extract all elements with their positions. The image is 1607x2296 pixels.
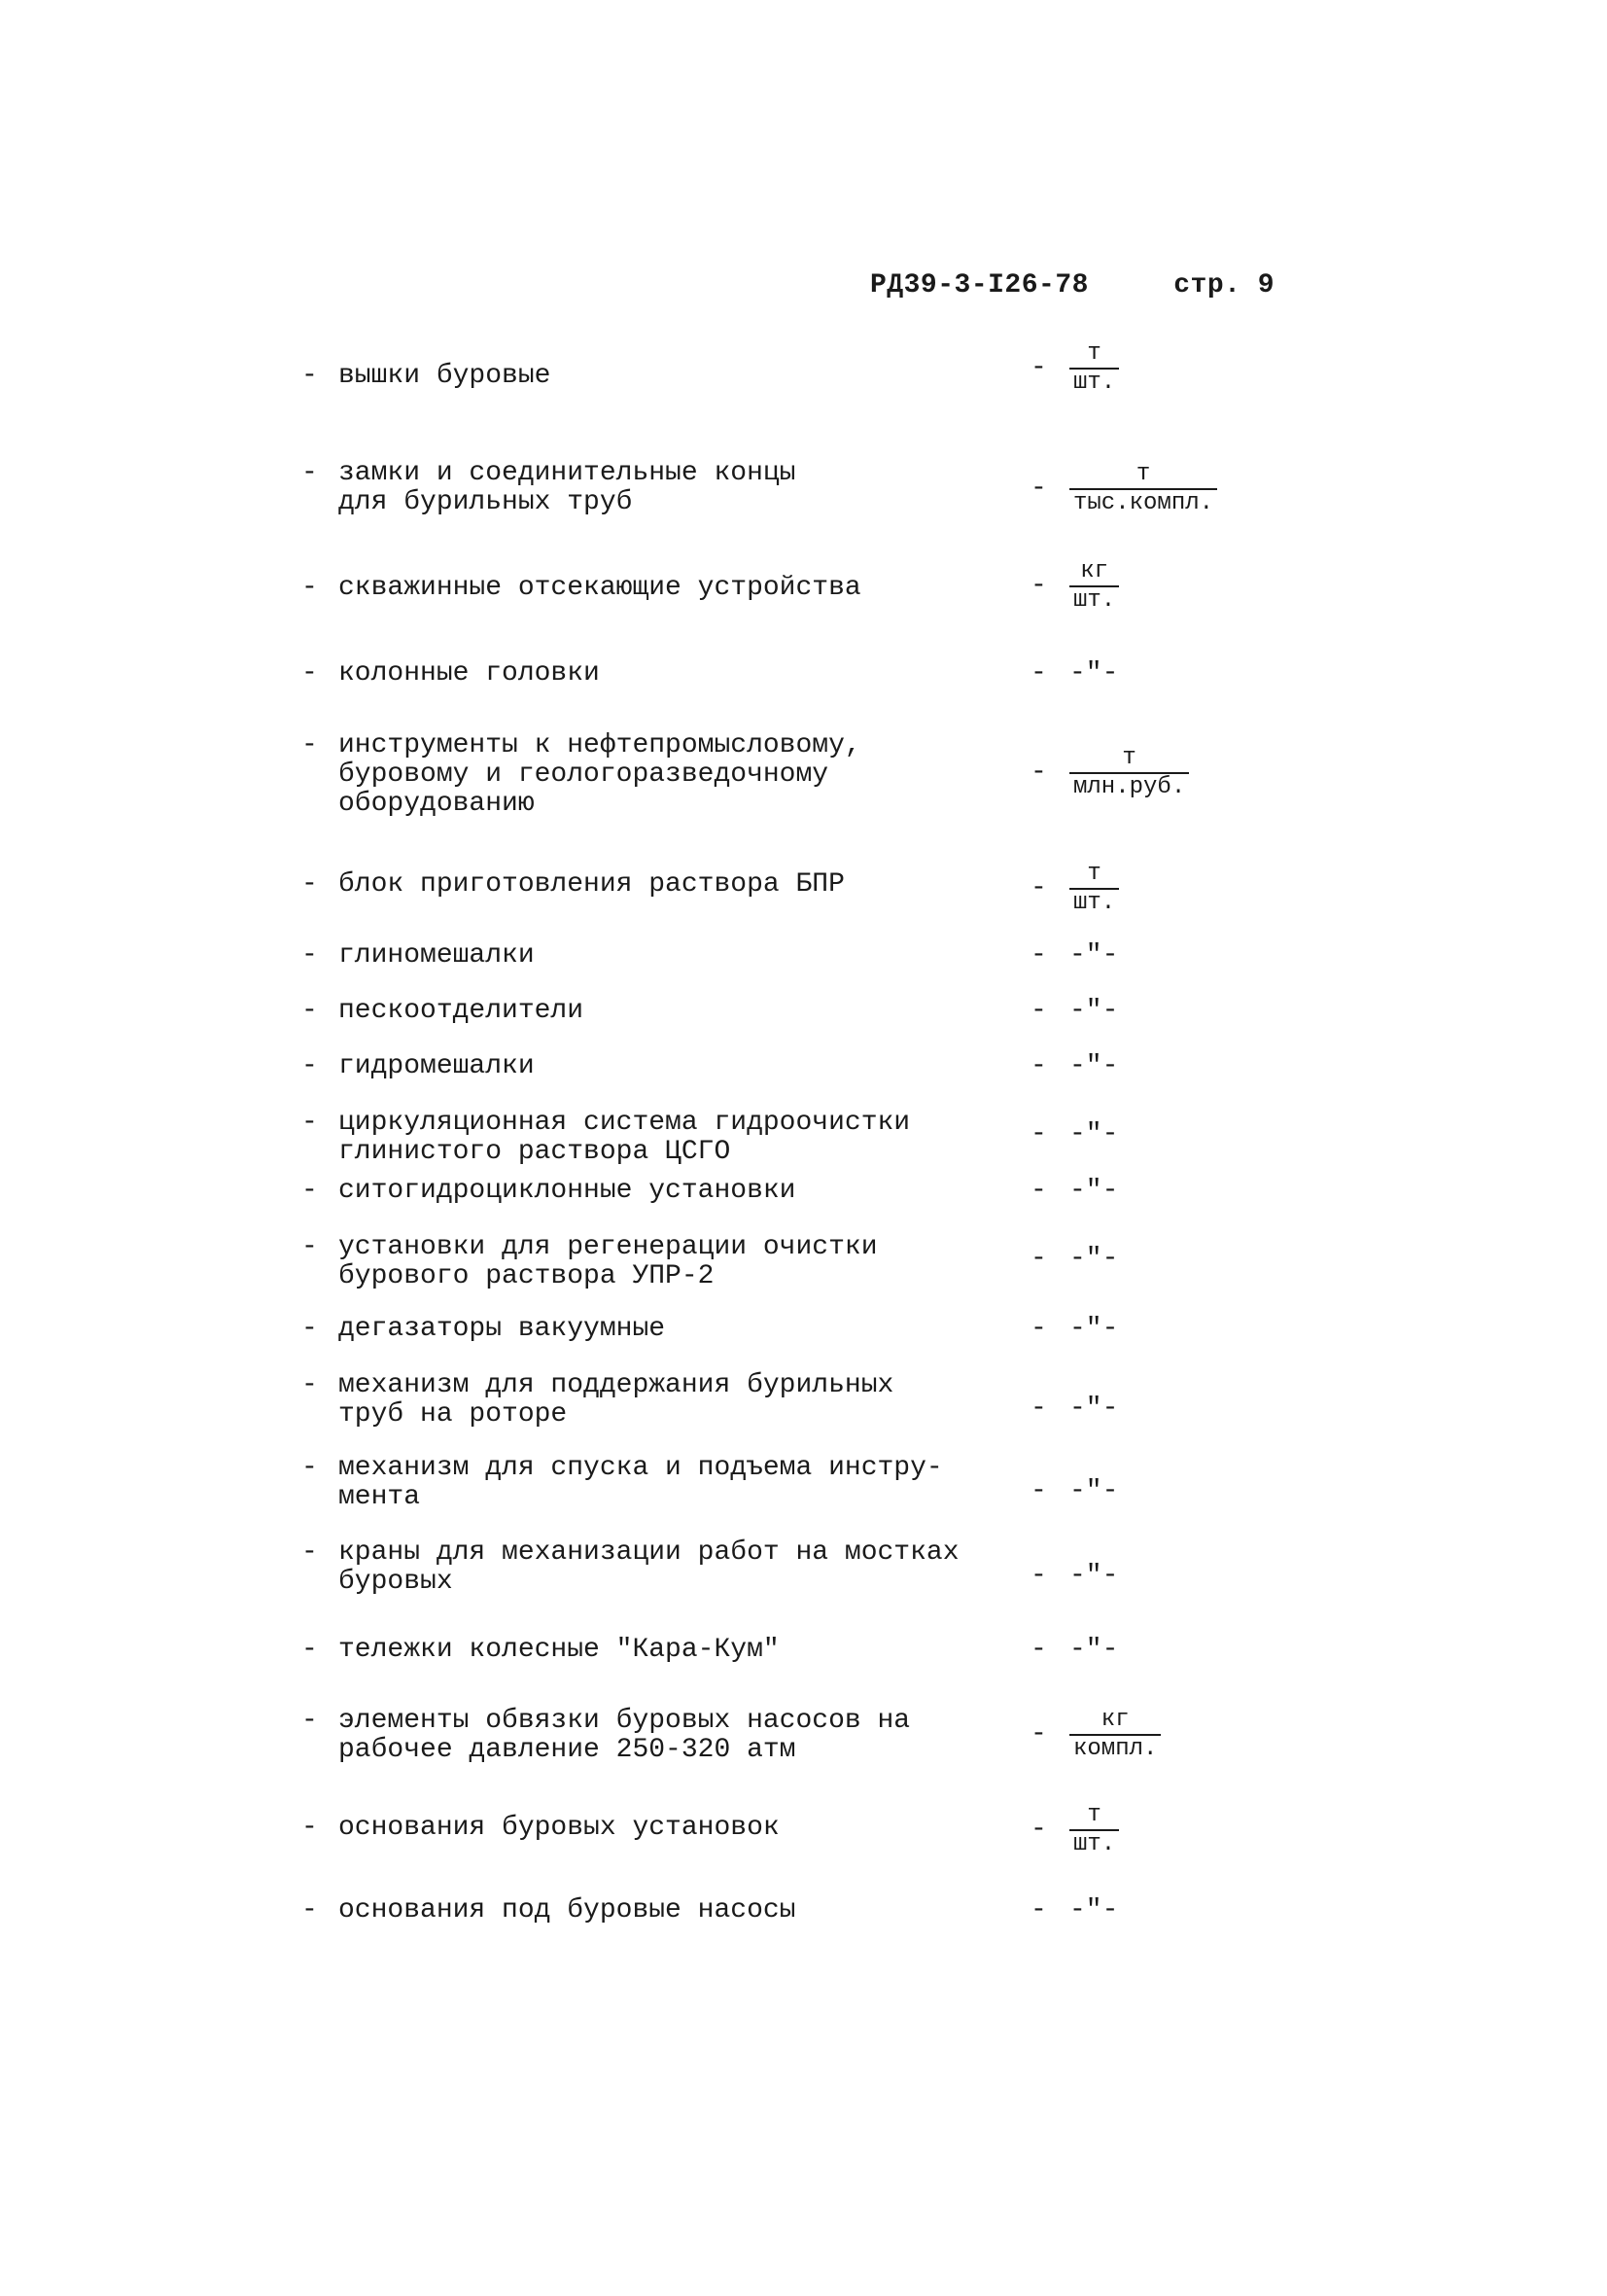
unit-numerator: т (1069, 861, 1119, 890)
item-name: краны для механизации работ на мостках буровых (338, 1537, 960, 1597)
item-unit: - -"- (1031, 1244, 1119, 1274)
unit-denominator: шт. (1073, 890, 1116, 916)
bullet-dash: - (301, 573, 318, 603)
unit-numerator: т (1069, 461, 1217, 490)
ditto-mark: -"- (1069, 658, 1119, 689)
unit-fraction (1069, 558, 1119, 615)
bullet-dash: - (301, 1635, 318, 1665)
unit-numerator: т (1069, 340, 1119, 370)
unit-fraction (1069, 1802, 1119, 1858)
item-unit: - -"- (1031, 658, 1119, 689)
bullet-dash: - (301, 1176, 318, 1206)
bullet-dash: - (301, 1051, 318, 1081)
bullet-dash: - (301, 1706, 318, 1736)
item-unit: - $\frac{т}{\text{млн.руб.}}$ (1031, 745, 1283, 801)
bullet-dash: - (301, 1813, 318, 1843)
ditto-mark: -"- (1069, 940, 1119, 971)
item-name: основания буровых установок (338, 1813, 780, 1843)
item-unit: - -"- (1031, 996, 1119, 1026)
unit-denominator: тыс.компл. (1073, 490, 1214, 516)
unit-fraction (1069, 745, 1189, 801)
item-unit: - $\frac{т}{шт.}$ (1031, 340, 1283, 397)
ditto-mark: -"- (1069, 1119, 1119, 1149)
item-name: тележки колесные "Кара-Кум" (338, 1635, 780, 1665)
bullet-dash: - (301, 730, 318, 760)
bullet-dash: - (301, 940, 318, 971)
item-name: установки для регенерации очистки бурового раствора УПР-2 (338, 1232, 878, 1291)
bullet-dash: - (301, 361, 318, 391)
page-number: стр. 9 (1173, 270, 1275, 300)
ditto-mark: -"- (1069, 1314, 1119, 1344)
unit-fraction (1069, 1707, 1161, 1763)
bullet-dash: - (301, 458, 318, 488)
page-header (870, 270, 1275, 300)
unit-denominator: шт. (1073, 587, 1116, 614)
item-name: механизм для поддержания бурильных труб на роторе (338, 1370, 894, 1430)
item-name: циркуляционная система гидроочистки глинистого раствора ЦСГО (338, 1108, 911, 1167)
item-unit: - -"- (1031, 1476, 1119, 1506)
bullet-dash: - (301, 1314, 318, 1344)
item-unit: - -"- (1031, 940, 1119, 971)
item-name: вышки буровые (338, 361, 551, 391)
unit-numerator: т (1069, 1802, 1119, 1831)
item-unit: - -"- (1031, 1176, 1119, 1206)
item-name: гидромешалки (338, 1051, 535, 1081)
item-unit: - $\frac{т}{\text{тыс.компл.}}$ (1031, 461, 1283, 517)
item-unit: - $\frac{т}{шт.}$ (1031, 1802, 1283, 1858)
unit-denominator: компл. (1073, 1736, 1158, 1762)
item-unit: - -"- (1031, 1051, 1119, 1081)
item-name: основания под буровые насосы (338, 1895, 796, 1925)
bullet-dash: - (301, 1232, 318, 1262)
item-unit: - $\frac{кг}{\text{компл.}}$ (1031, 1707, 1283, 1763)
ditto-mark: -"- (1069, 996, 1119, 1026)
bullet-dash: - (301, 1895, 318, 1925)
unit-numerator: кг (1069, 558, 1119, 587)
item-name: замки и соединительные концы для бурильных труб (338, 458, 796, 517)
unit-numerator: кг (1069, 1707, 1161, 1736)
bullet-dash: - (301, 1537, 318, 1568)
ditto-mark: -"- (1069, 1476, 1119, 1506)
item-name: инструменты к нефтепромысловому, буровому и геологоразведочному оборудованию (338, 730, 861, 819)
unit-denominator: млн.руб. (1073, 774, 1186, 800)
ditto-mark: -"- (1069, 1895, 1119, 1925)
bullet-dash: - (301, 1108, 318, 1138)
item-unit: - -"- (1031, 1561, 1119, 1591)
bullet-dash: - (301, 1370, 318, 1400)
item-unit: - -"- (1031, 1394, 1119, 1424)
bullet-dash: - (301, 869, 318, 900)
bullet-dash: - (301, 1453, 318, 1483)
item-unit: - -"- (1031, 1895, 1119, 1925)
item-unit: - -"- (1031, 1119, 1119, 1149)
item-name: блок приготовления раствора БПР (338, 869, 845, 900)
item-name: дегазаторы вакуумные (338, 1314, 666, 1344)
item-name: ситогидроциклонные установки (338, 1176, 796, 1206)
ditto-mark: -"- (1069, 1394, 1119, 1424)
item-name: скважинные отсекающие устройства (338, 573, 861, 603)
ditto-mark: -"- (1069, 1561, 1119, 1591)
item-unit: - -"- (1031, 1314, 1119, 1344)
item-name: пескоотделители (338, 996, 584, 1026)
item-name: колонные головки (338, 658, 600, 689)
bullet-dash: - (301, 996, 318, 1026)
item-name: механизм для спуска и подъема инстру- мента (338, 1453, 943, 1512)
ditto-mark: -"- (1069, 1051, 1119, 1081)
ditto-mark: -"- (1069, 1244, 1119, 1274)
unit-numerator: т (1069, 745, 1189, 774)
ditto-mark: -"- (1069, 1635, 1119, 1665)
ditto-mark: -"- (1069, 1176, 1119, 1206)
unit-denominator: шт. (1073, 1831, 1116, 1857)
item-unit: - $\frac{кг}{шт.}$ (1031, 558, 1283, 615)
unit-denominator: шт. (1073, 370, 1116, 396)
unit-fraction (1069, 461, 1217, 517)
item-name: элементы обвязки буровых насосов на рабочее давление 250-320 атм (338, 1706, 911, 1765)
document-code: РД39-3-І26-78 (870, 270, 1089, 300)
unit-fraction (1069, 340, 1119, 397)
bullet-dash: - (301, 658, 318, 689)
unit-fraction (1069, 861, 1119, 917)
item-unit: - $\frac{т}{шт.}$ (1031, 861, 1283, 917)
item-unit: - -"- (1031, 1635, 1119, 1665)
item-name: глиномешалки (338, 940, 535, 971)
